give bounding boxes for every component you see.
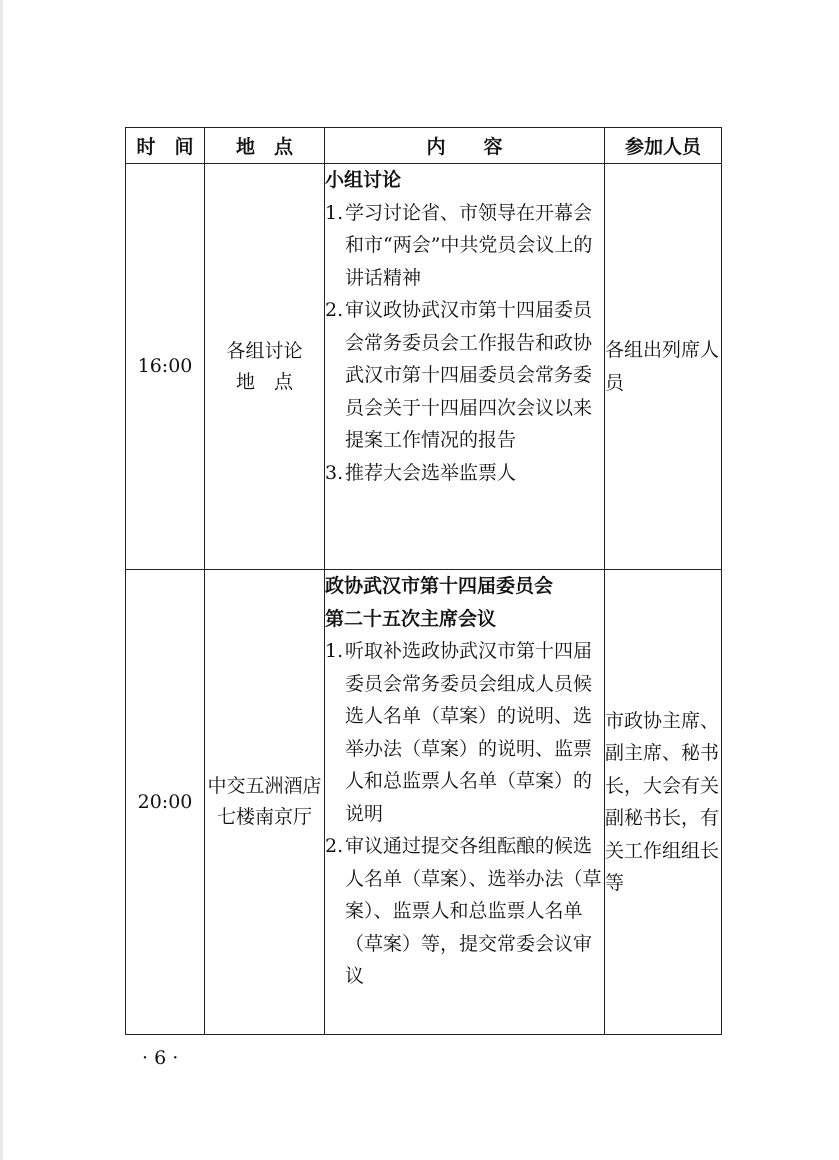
section-title: 政协武汉市第十四届委员会 [325, 575, 554, 597]
row-place [205, 570, 325, 1035]
place-line: 各组讨论 [226, 339, 303, 362]
agenda-item [325, 635, 604, 830]
item-number: 1. [325, 640, 344, 662]
schedule-row-1 [126, 164, 722, 570]
item-text: 推荐大会选举监票人 [345, 461, 517, 484]
place-line: 七楼南京厅 [216, 806, 312, 828]
item-number: 3. [325, 461, 344, 484]
row-place [205, 164, 325, 570]
item-number: 2. [325, 299, 344, 321]
row-content [325, 164, 605, 570]
item-number: 2. [325, 835, 344, 857]
header-place: 地 点 [205, 128, 325, 164]
agenda-item [325, 197, 604, 295]
place-line: 地 点 [235, 370, 293, 393]
schedule-table [125, 127, 722, 1035]
row-content [325, 570, 605, 1035]
section-title: 第二十五次主席会议 [325, 607, 497, 630]
item-text: 听取补选政协武汉市第十四届委员会常务委员会组成人员候选人名单（草案）的说明、选举办法（草案）的说明、监票人和总监票人名单（草案）的说明 [345, 640, 593, 825]
header-people: 参加人员 [605, 128, 722, 164]
item-text: 审议通过提交各组酝酿的候选人名单（草案）、选举办法（草案）、监票人和总监票人名单（草案）等，提交常委会议审议 [345, 835, 602, 987]
agenda-item [325, 457, 604, 490]
schedule-row-2 [126, 570, 722, 1035]
row-people: 各组出列席人员 [605, 164, 722, 570]
item-text: 学习讨论省、市领导在开幕会和市“两会”中共党员会议上的讲话精神 [345, 201, 593, 289]
agenda-item [325, 830, 604, 993]
page-number: · 6 · [142, 1047, 179, 1069]
section-title: 小组讨论 [325, 169, 402, 191]
item-text: 审议政协武汉市第十四届委员会常务委员会工作报告和政协武汉市第十四届委员会常务委员会关于十四届四次会议以来提案工作情况的报告 [345, 299, 593, 451]
page-edge-shade [0, 0, 3, 1160]
header-row [126, 128, 722, 164]
row-time: 16:00 [126, 164, 205, 570]
place-line: 中交五洲酒店 [207, 775, 322, 797]
row-time: 20:00 [126, 570, 205, 1035]
agenda-item [325, 294, 604, 457]
item-number: 1. [325, 201, 344, 224]
header-content: 内 容 [325, 128, 605, 164]
row-people: 市政协主席、副主席、秘书长，大会有关副秘书长，有关工作组组长等 [605, 570, 722, 1035]
header-time: 时 间 [126, 128, 205, 164]
